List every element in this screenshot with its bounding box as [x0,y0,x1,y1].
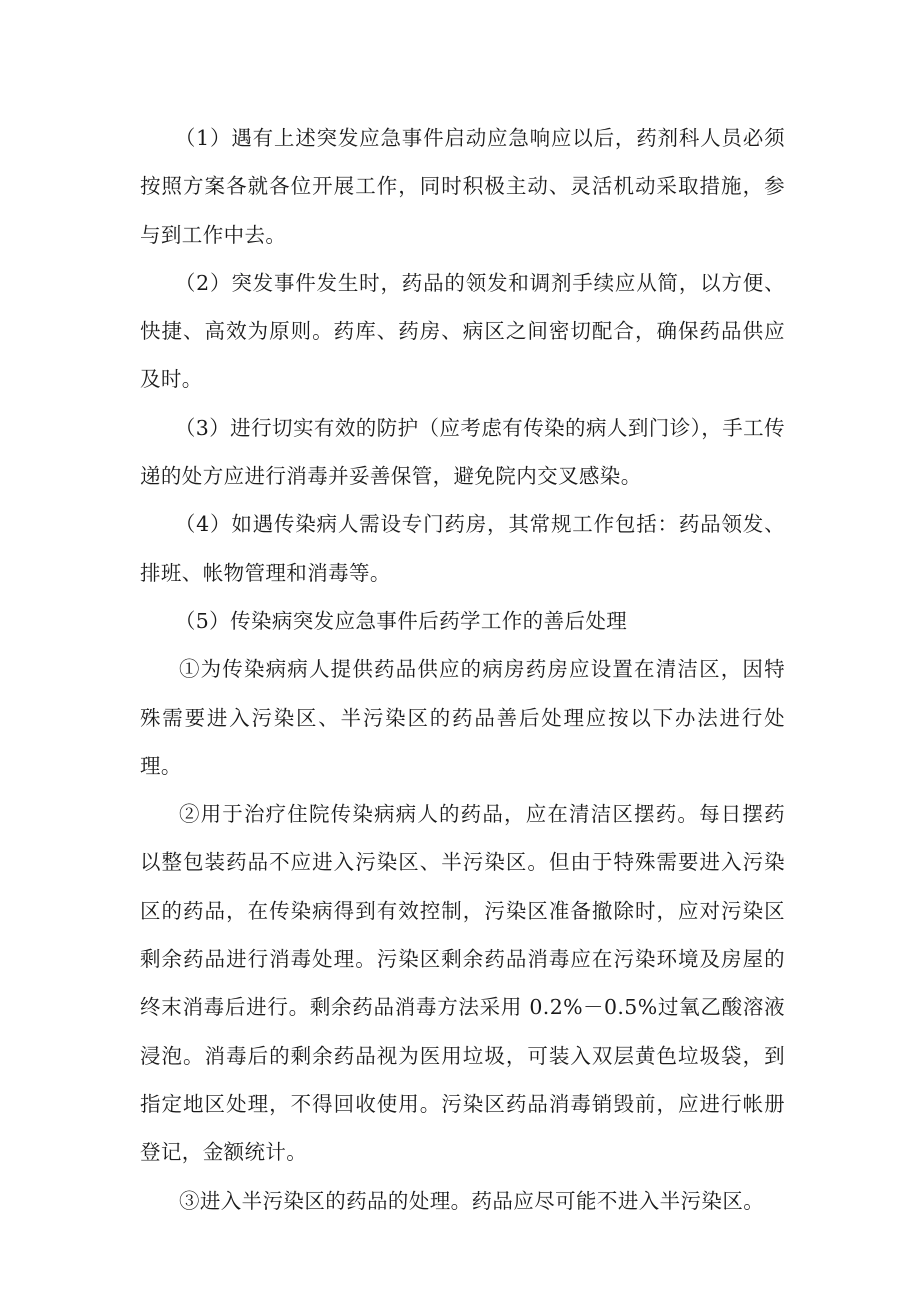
paragraph-4: （4）如遇传染病人需设专门药房，其常规工作包括：药品领发、排班、帐物管理和消毒等。 [140,512,785,585]
document-body [140,114,785,1225]
paragraph-item-3: ③进入半污染区的药品的处理。药品应尽可能不进入半污染区。 [178,1188,765,1213]
paragraph-2: （2）突发事件发生时，药品的领发和调剂手续应从简，以方便、快捷、高效为原则。药库、药房、病区之间密切配合，确保药品供应及时。 [140,270,785,392]
paragraph-item-2: ②用于治疗住院传染病病人的药品，应在清洁区摆药。每日摆药以整包装药品不应进入污染区、半污染区。但由于特殊需要进入污染区的药品，在传染病得到有效控制，污染区准备撤除时，应对污染区剩余药品进行消毒处理。污染区剩余药品消毒应在污染环境及房屋的终末消毒后进行。剩余药品消毒方法采用 0.2%－0.5%过氧乙酸溶液浸泡。消毒后的剩余药品视为医用垃圾，可装入双层黄色垃圾袋，到指定地区处理，不得回收使用。污染区药品消毒销毁前，应进行帐册登记，金额统计。 [140,802,785,1165]
paragraph-5-heading: （5）传染病突发应急事件后药学工作的善后处理 [174,608,628,633]
paragraph-1: （1）遇有上述突发应急事件启动应急响应以后，药剂科人员必须按照方案各就各位开展工作，同时积极主动、灵活机动采取措施，参与到工作中去。 [140,126,785,247]
paragraph-item-1: ①为传染病病人提供药品供应的病房药房应设置在清洁区，因特殊需要进入污染区、半污染区的药品善后处理应按以下办法进行处理。 [140,657,785,778]
paragraph-3: （3）进行切实有效的防护（应考虑有传染的病人到门诊），手工传递的处方应进行消毒并妥善保管，避免院内交叉感染。 [140,415,785,489]
